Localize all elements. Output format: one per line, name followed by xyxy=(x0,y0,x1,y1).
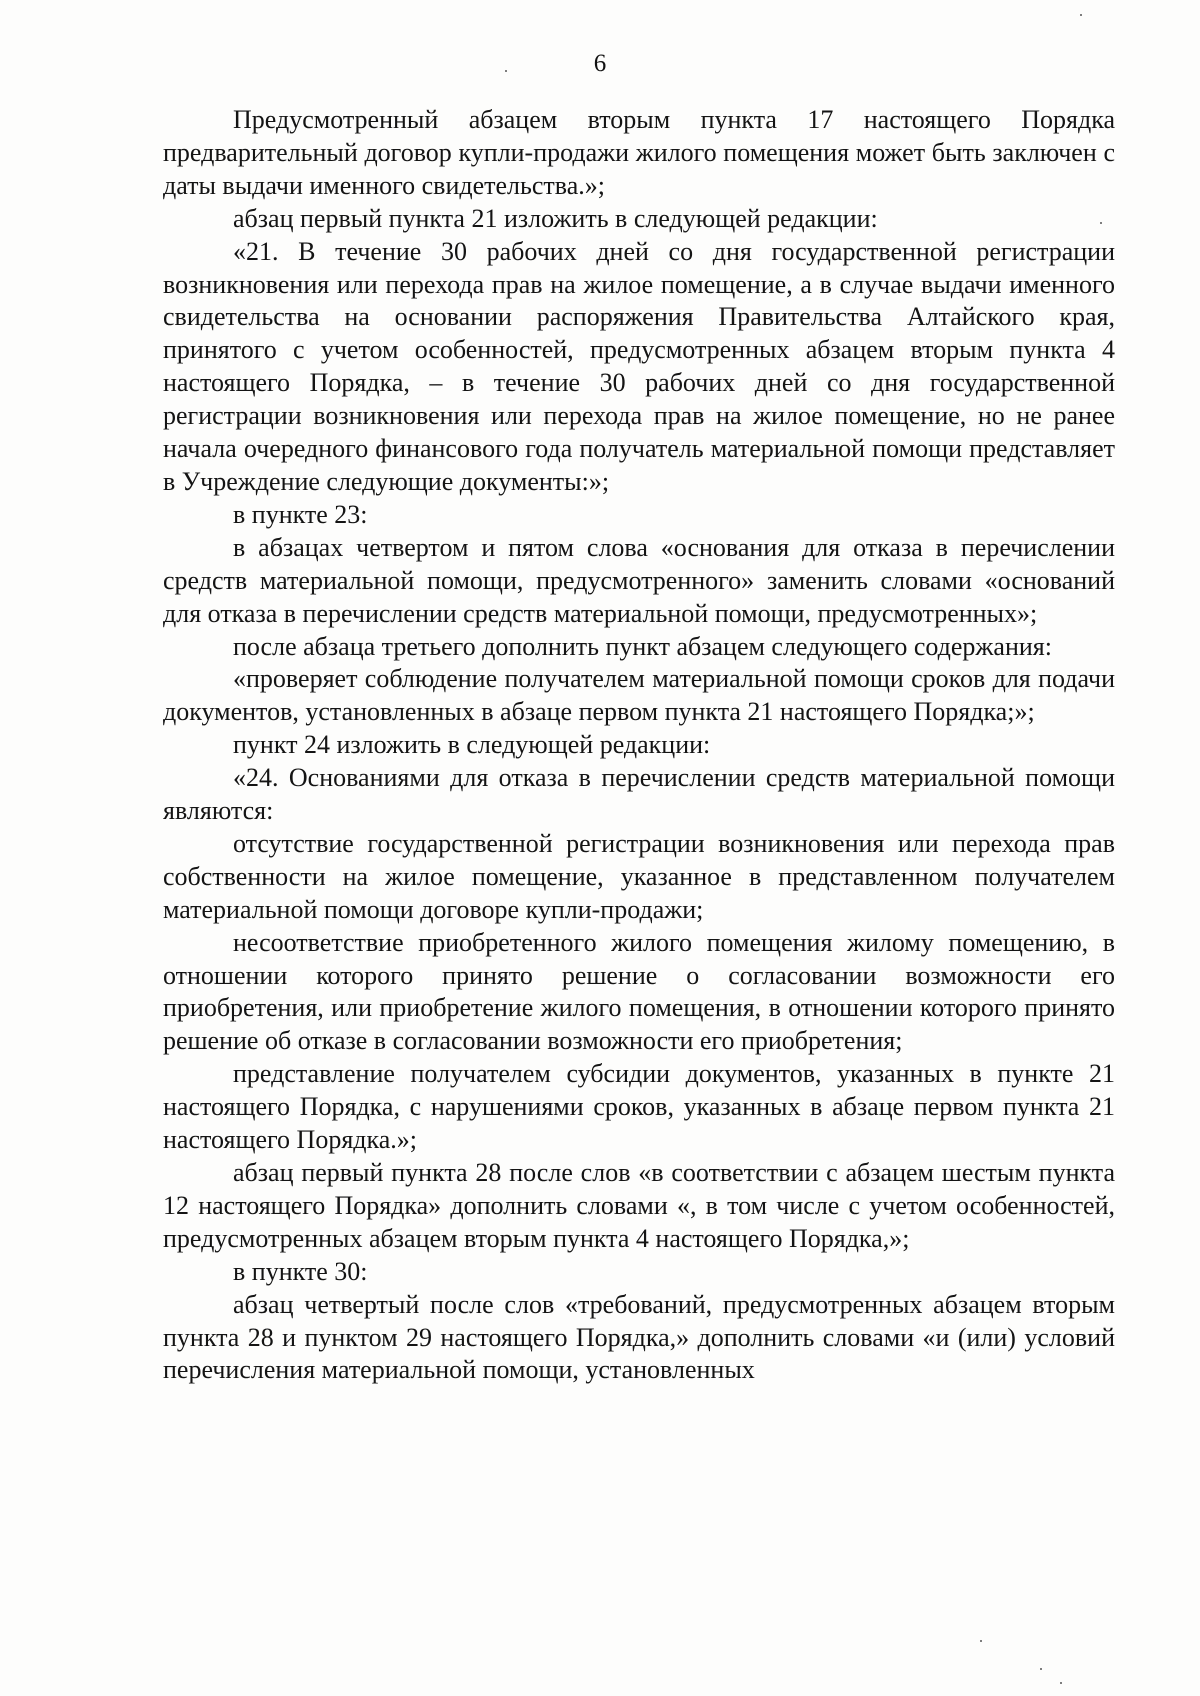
paragraph-13: абзац первый пункта 28 после слов «в соответствии с абзацем шестым пункта 12 настоящего Порядка» дополнить словами «, в том числе с учетом особенностей, предусмотренных абзацем вторым пункта 4 настоящего Порядка,»; xyxy=(163,1158,1115,1253)
paragraph-14: в пункте 30: xyxy=(233,1256,368,1286)
scan-speck xyxy=(980,1640,982,1642)
scan-speck xyxy=(1100,222,1102,224)
scan-speck xyxy=(1040,1668,1042,1670)
paragraph-7: «проверяет соблюдение получателем материальной помощи сроков для подачи документов, установленных в абзаце первом пункта 21 настоящего Порядка;»; xyxy=(163,664,1115,727)
page-number: 6 xyxy=(593,50,607,77)
paragraph-1: Предусмотренный абзацем вторым пункта 17 настоящего Порядка предварительный договор купли-продажи жилого помещения может быть заключен с даты выдачи именного свидетельства.»; xyxy=(163,105,1115,200)
scan-speck xyxy=(1080,14,1082,16)
paragraph-2: абзац первый пункта 21 изложить в следующей редакции: xyxy=(233,203,878,233)
scan-speck xyxy=(505,70,507,72)
paragraph-10: отсутствие государственной регистрации возникновения или перехода прав собственности на жилое помещение, указанное в представленном получателем материальной помощи договоре купли-продажи; xyxy=(163,828,1115,924)
paragraph-8: пункт 24 изложить в следующей редакции: xyxy=(233,730,711,760)
paragraph-4: в пункте 23: xyxy=(233,499,368,529)
paragraph-15: абзац четвертый после слов «требований, предусмотренных абзацем вторым пункта 28 и пунктом 29 настоящего Порядка,» дополнить словами «и (или) условий перечисления материальной помощи, установленных xyxy=(163,1289,1115,1385)
document-body xyxy=(163,104,1115,1387)
paragraph-3: «21. В течение 30 рабочих дней со дня государственной регистрации возникновения или перехода прав на жилое помещение, а в случае выдачи именного свидетельства на основании распоряжения Правительства Алтайского края, принятого с учетом особенностей, предусмотренных абзацем вторым пункта 4 настоящего Порядка, – в течение 30 рабочих дней со дня государственной регистрации возникновения или перехода прав на жилое помещение, но не ранее начала очередного финансового года получатель материальной помощи представляет в Учреждение следующие документы:»; xyxy=(163,236,1115,496)
paragraph-5: в абзацах четвертом и пятом слова «основания для отказа в перечислении средств материальной помощи, предусмотренного» заменить словами «оснований для отказа в перечислении средств материальной помощи, предусмотренных»; xyxy=(163,532,1115,628)
paragraph-11: несоответствие приобретенного жилого помещения жилому помещению, в отношении которого принято решение о согласовании возможности его приобретения, или приобретение жилого помещения, в отношении которого принято решение об отказе в согласовании возможности его приобретения; xyxy=(163,927,1115,1056)
paragraph-6: после абзаца третьего дополнить пункт абзацем следующего содержания: xyxy=(233,631,1052,661)
paragraph-9: «24. Основаниями для отказа в перечислении средств материальной помощи являются: xyxy=(163,763,1115,826)
paragraph-12: представление получателем субсидии документов, указанных в пункте 21 настоящего Порядка, с нарушениями сроков, указанных в абзаце первом пункта 21 настоящего Порядка.»; xyxy=(163,1059,1115,1155)
scan-speck xyxy=(1060,1682,1062,1684)
